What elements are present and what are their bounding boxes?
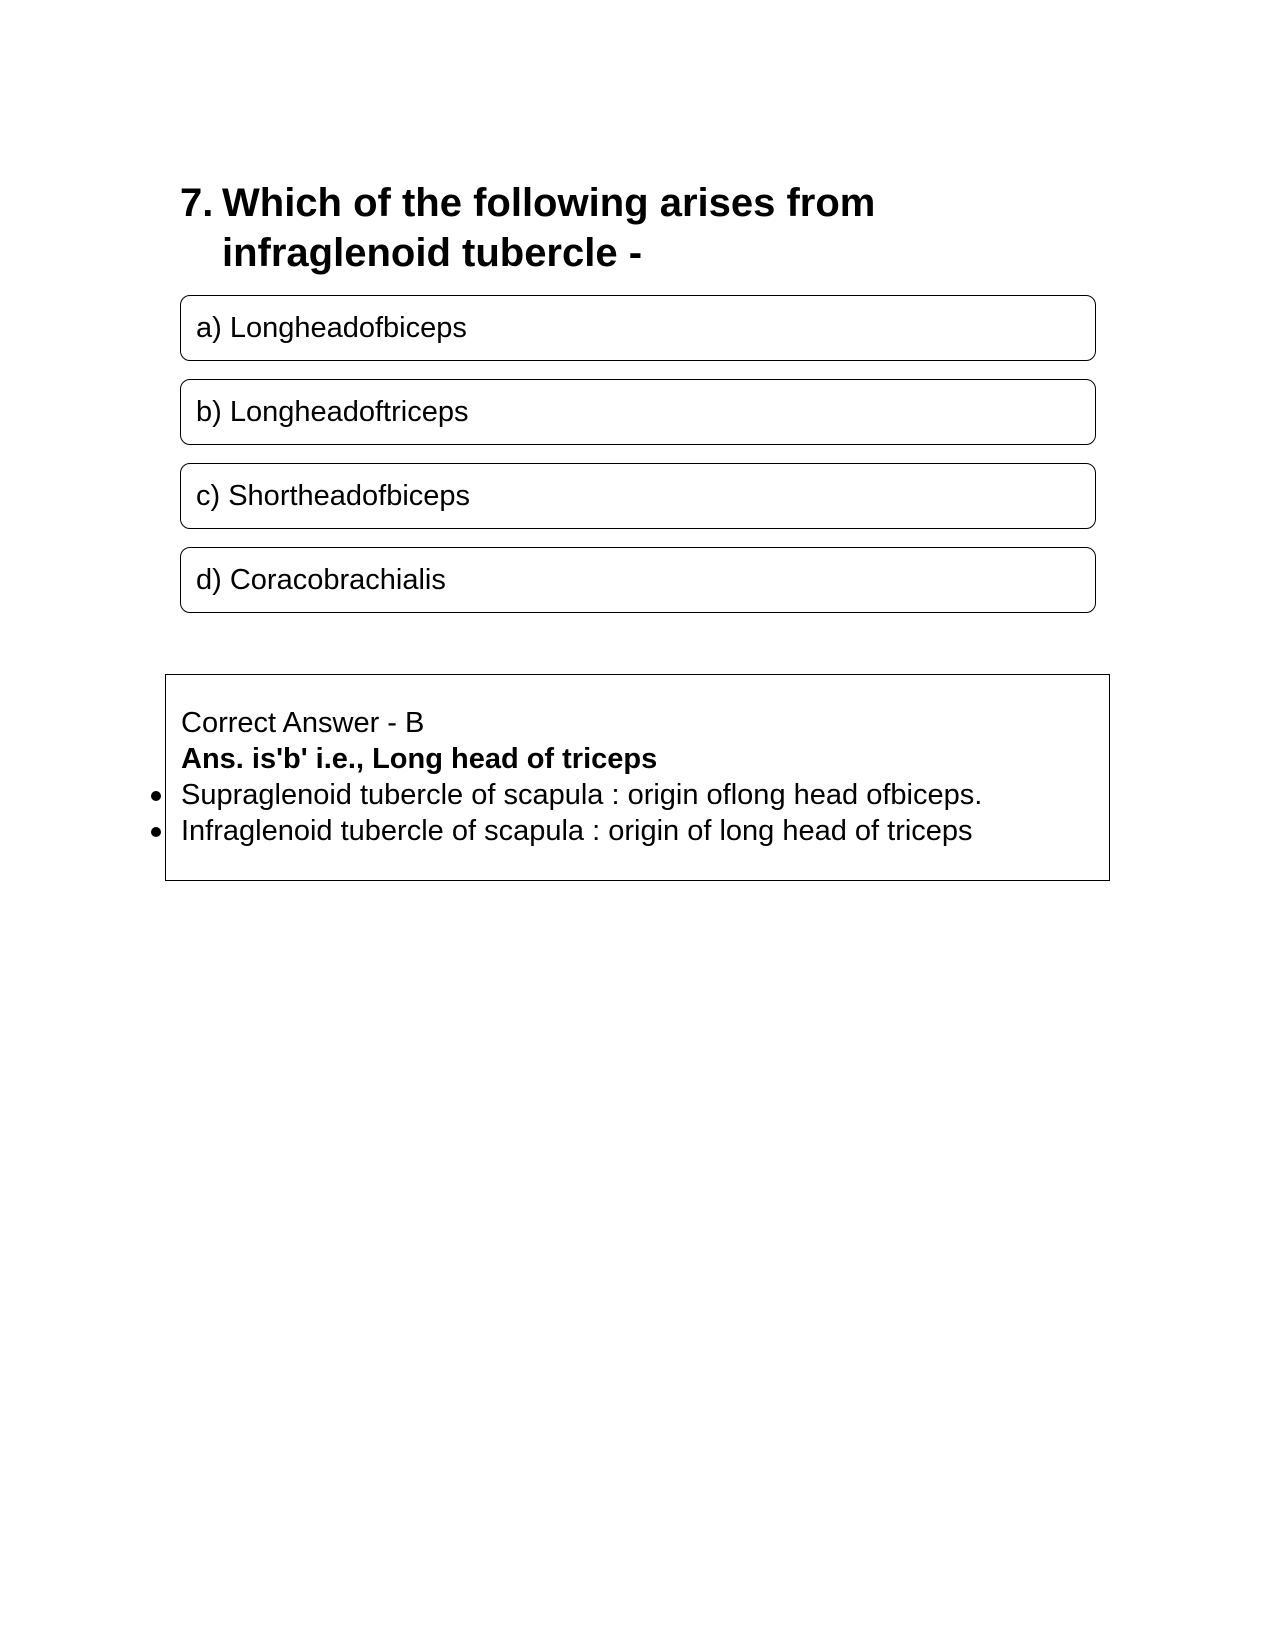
question-heading bbox=[180, 178, 1060, 278]
option-c[interactable]: c) Shortheadofbiceps bbox=[180, 463, 1096, 529]
question-number: 7. bbox=[180, 181, 214, 225]
explanation-title: Ans. is'b' i.e., Long head of triceps bbox=[181, 743, 658, 775]
bullet-icon bbox=[151, 791, 161, 801]
option-a[interactable]: a) Longheadofbiceps bbox=[180, 295, 1096, 361]
bullet-icon bbox=[151, 827, 161, 837]
question-text: Which of the following arises from infraglenoid tubercle - bbox=[222, 181, 876, 275]
correct-answer-text: Correct Answer - B bbox=[181, 707, 425, 739]
option-d[interactable]: d) Coracobrachialis bbox=[180, 547, 1096, 613]
explanation-bullet: Infraglenoid tubercle of scapula : origin of long head of triceps bbox=[181, 815, 973, 847]
option-b[interactable]: b) Longheadoftriceps bbox=[180, 379, 1096, 445]
explanation-bullet: Supraglenoid tubercle of scapula : origin oflong head ofbiceps. bbox=[181, 779, 983, 811]
